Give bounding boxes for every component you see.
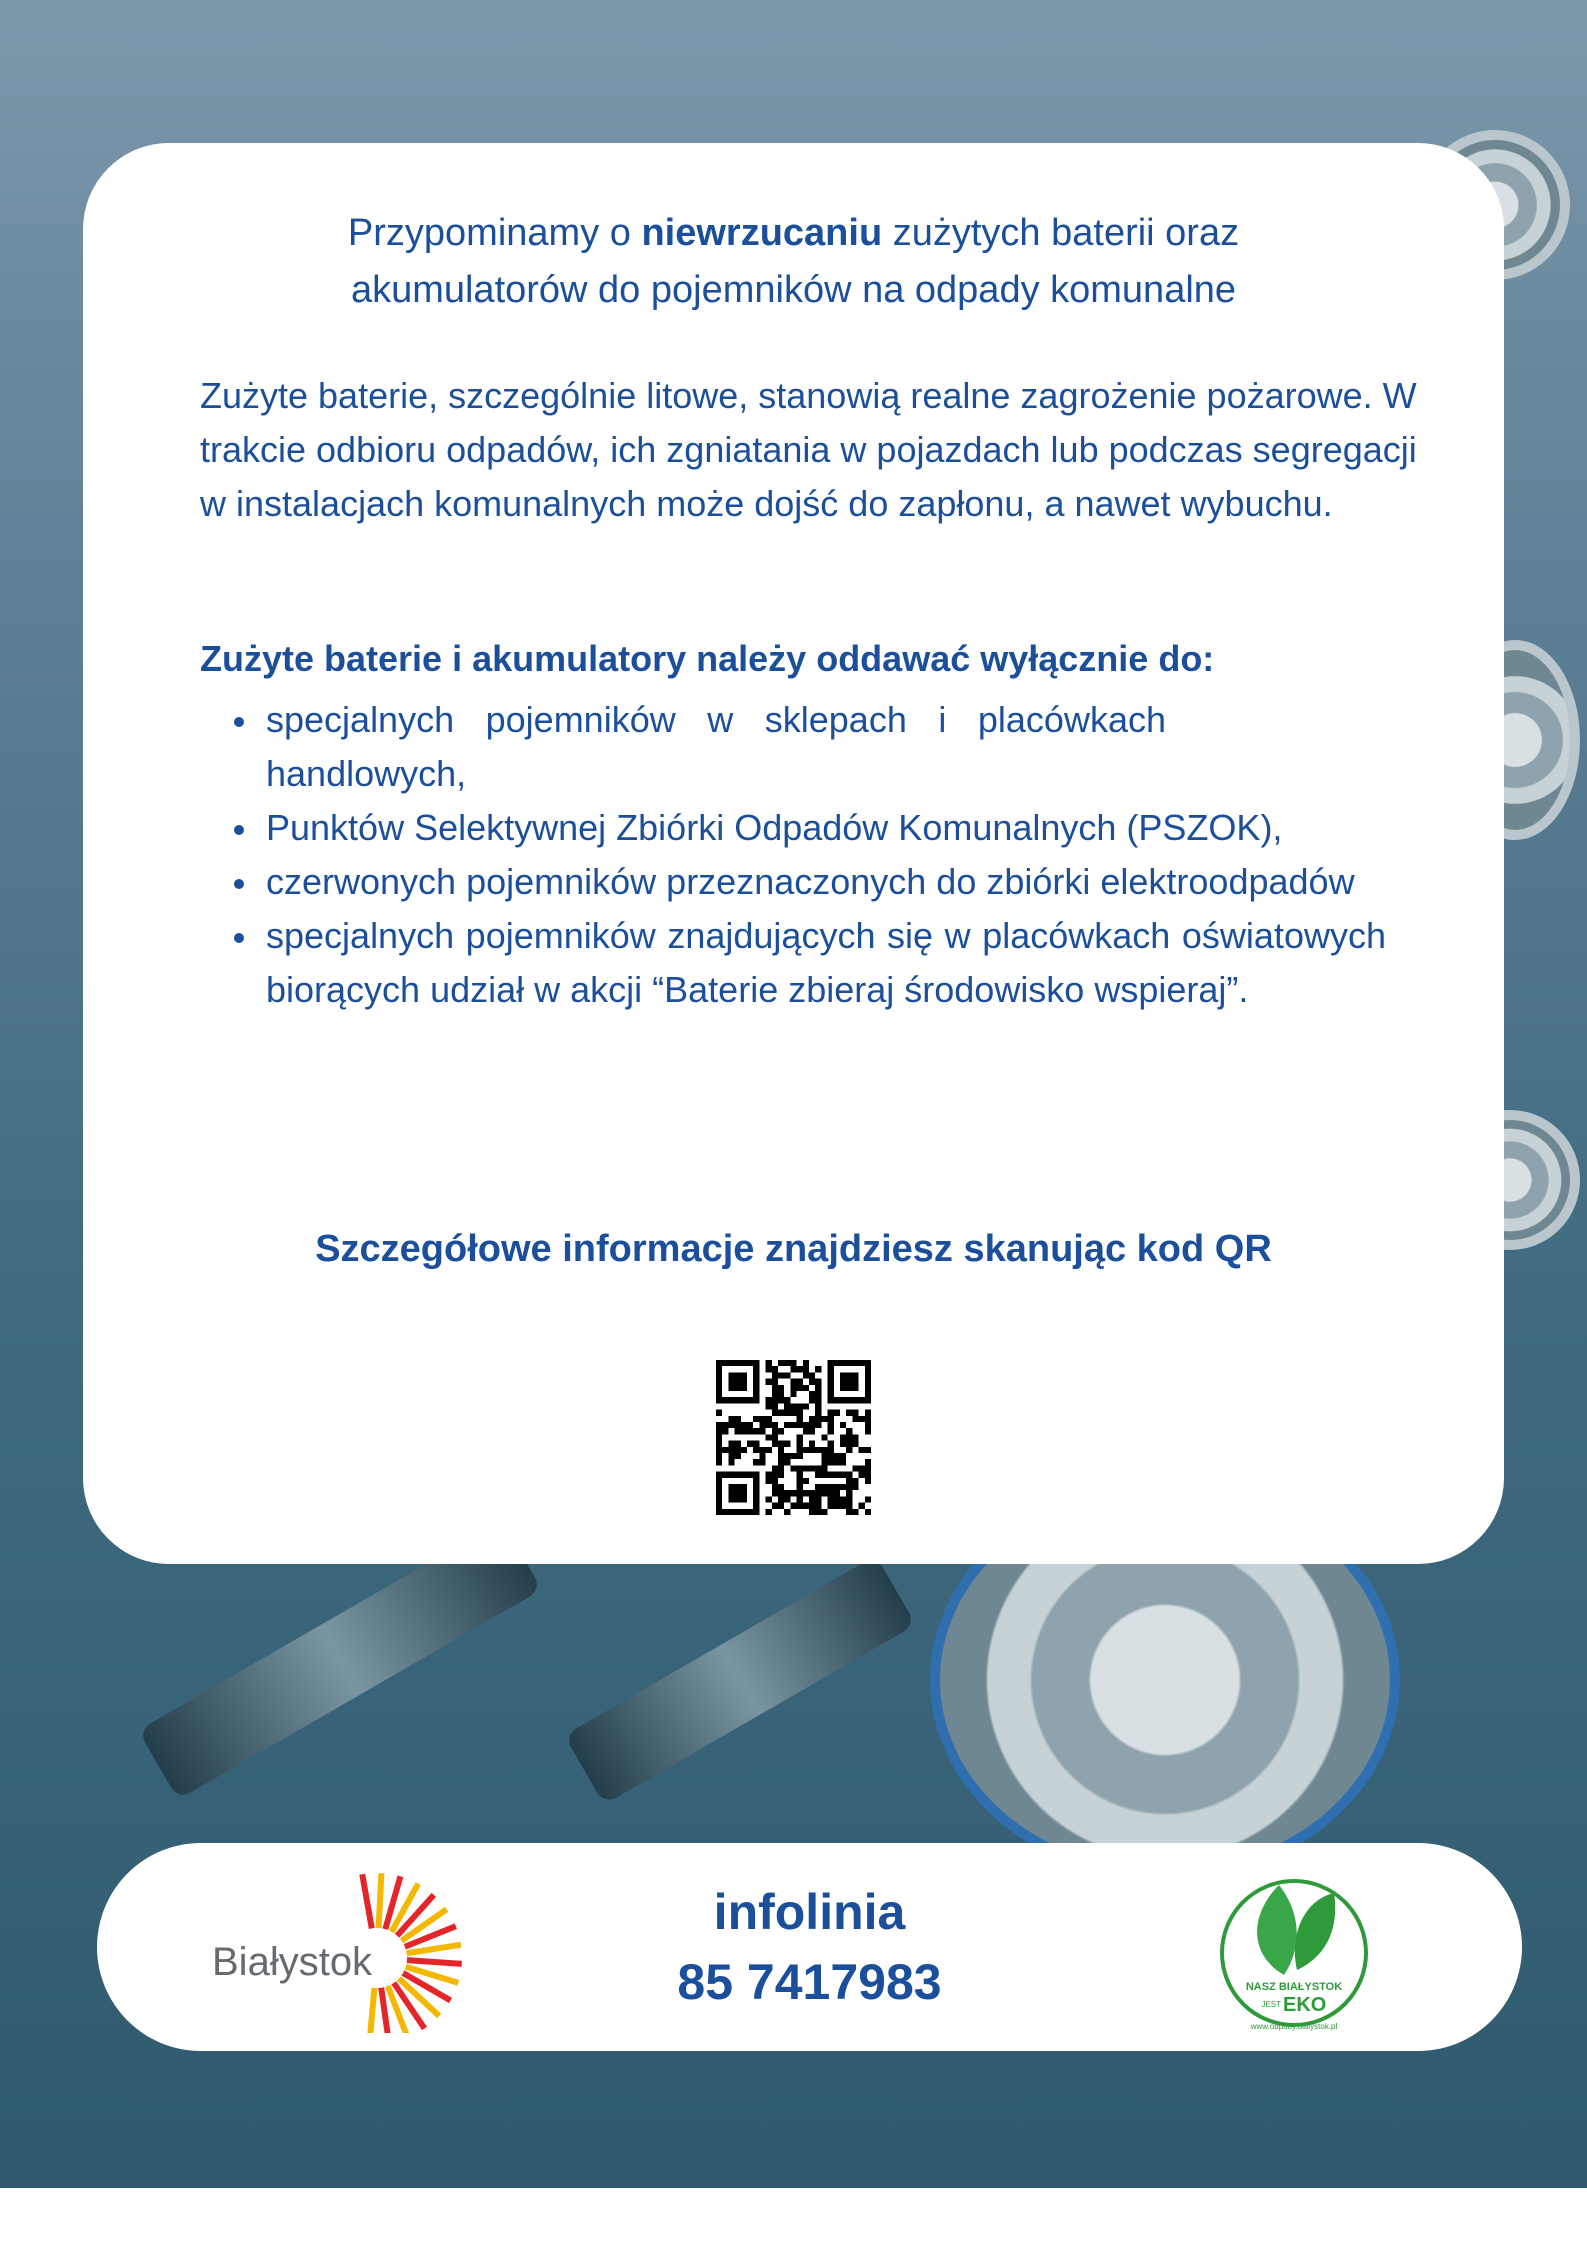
infoline-phone[interactable]: 85 7417983 — [677, 1954, 942, 2010]
bialystok-logo-text: Białystok — [212, 1940, 373, 1984]
list-item: specjalnych pojemników w sklepach i placówkach handlowych, — [266, 693, 1166, 801]
infoline-label: infolinia — [713, 1884, 906, 1940]
list-heading: Zużyte baterie i akumulatory należy oddawać wyłącznie do: — [200, 638, 1215, 679]
eko-logo-url: www.odpady.bialystok.pl — [1250, 2022, 1338, 2031]
headline-text: Przypominamy o — [347, 212, 642, 254]
list-item: czerwonych pojemników przeznaczonych do zbiórki elektroodpadów — [266, 855, 1386, 909]
battery-image — [564, 1555, 916, 1804]
qr-code[interactable] — [716, 1360, 871, 1515]
qr-caption: Szczegółowe informacje znajdziesz skanując kod QR — [315, 1228, 1272, 1270]
eko-logo-text: NASZ BIAŁYSTOK — [1245, 1981, 1343, 1993]
headline-text: zużytych baterii oraz — [882, 212, 1240, 254]
leaf-icon — [1295, 1893, 1335, 1970]
info-card — [83, 143, 1504, 1564]
disposal-list — [266, 693, 1386, 1017]
eko-logo — [1209, 1865, 1379, 2035]
list-item: specjalnych pojemników znajdujących się w placówkach oświatowych biorących udział w akcji “Baterie zbieraj środowisko wspieraj”. — [266, 909, 1386, 1017]
eko-logo-text: EKO — [1283, 1994, 1327, 2016]
headline-bold: niewrzucaniu — [641, 212, 883, 254]
headline-line2: akumulatorów do pojemników na odpady komunalne — [350, 269, 1237, 311]
headline — [83, 205, 1504, 319]
footer-bar — [97, 1843, 1522, 2051]
leaf-icon — [1257, 1885, 1297, 1975]
list-item: Punktów Selektywnej Zbiórki Odpadów Komunalnych (PSZOK), — [266, 801, 1386, 855]
warning-paragraph: Zużyte baterie, szczególnie litowe, stanowią realne zagrożenie pożarowe. W trakcie odbioru odpadów, ich zgniatania w pojazdach lub podczas segregacji w instalacjach komunalnych może dojść do zapłonu, a nawet wybuchu. — [200, 375, 1417, 524]
eko-logo-text: JEST — [1261, 2000, 1281, 2009]
